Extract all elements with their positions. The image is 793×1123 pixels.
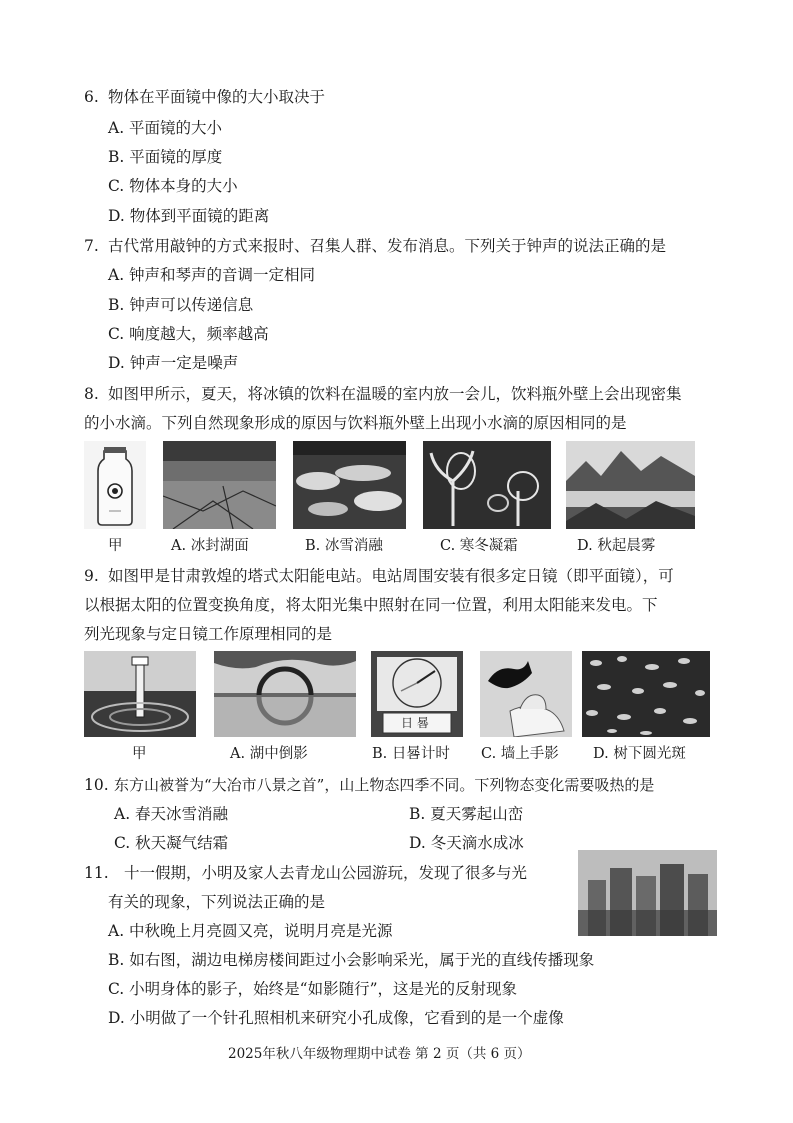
q8-caption-b: B. 冰雪消融 <box>305 538 383 554</box>
q11-stem-line-2: 有关的现象，下列说法正确的是 <box>108 893 326 911</box>
q9-caption-jia: 甲 <box>132 746 147 762</box>
q8-image-a-frozen-lake <box>163 441 276 529</box>
q8-stem-line-2: 的小水滴。下列自然现象形成的原因与饮料瓶外壁上出现小水滴的原因相同的是 <box>84 414 627 432</box>
q6-stem: 物体在平面镜中像的大小取决于 <box>108 88 326 106</box>
q9-image-jia-solar-tower <box>84 651 196 737</box>
sundial-label: 日 晷 <box>401 716 429 730</box>
q8-caption-jia: 甲 <box>108 538 123 554</box>
q11-option-d: D. 小明做了一个针孔照相机来研究小孔成像，它看到的是一个虚像 <box>108 1009 564 1027</box>
q8-image-jia-bottle <box>84 441 146 529</box>
q10-option-c: C. 秋天凝气结霜 <box>114 834 229 852</box>
q9-caption-b: B. 日晷计时 <box>372 746 450 762</box>
q7-stem: 古代常用敲钟的方式来报时、召集人群、发布消息。下列关于钟声的说法正确的是 <box>108 237 667 255</box>
q7-number: 7. <box>84 237 99 255</box>
q6-option-b: B. 平面镜的厚度 <box>108 148 223 166</box>
q8-number: 8. <box>84 385 99 403</box>
q11-option-c: C. 小明身体的影子，始终是“如影随行”，这是光的反射现象 <box>108 980 518 998</box>
q10-option-a: A. 春天冰雪消融 <box>114 805 229 823</box>
q10-option-b: B. 夏天雾起山峦 <box>409 805 524 823</box>
q8-caption-a: A. 冰封湖面 <box>171 538 249 554</box>
q10-number: 10. <box>84 776 109 794</box>
q8-image-b-melting-snow <box>293 441 406 529</box>
q9-image-b-sundial <box>371 651 463 737</box>
q9-caption-a: A. 湖中倒影 <box>230 746 308 762</box>
q9-stem-line-2: 以根据太阳的位置变换角度，将太阳光集中照射在同一位置，利用太阳能来发电。下 <box>84 596 658 614</box>
q7-option-b: B. 钟声可以传递信息 <box>108 296 254 314</box>
q8-caption-c: C. 寒冬凝霜 <box>440 538 518 554</box>
q10-option-d: D. 冬天滴水成冰 <box>409 834 524 852</box>
q8-stem-line-1: 如图甲所示，夏天，将冰镇的饮料在温暖的室内放一会儿，饮料瓶外壁上会出现密集 <box>108 385 682 403</box>
q11-stem-line-1: 十一假期，小明及家人去青龙山公园游玩，发现了很多与光 <box>124 864 528 882</box>
q7-option-c: C. 响度越大，频率越高 <box>108 325 269 343</box>
q9-stem-line-1: 如图甲是甘肃敦煌的塔式太阳能电站。电站周围安装有很多定日镜（即平面镜），可 <box>108 567 674 585</box>
q9-caption-c: C. 墙上手影 <box>481 746 559 762</box>
q11-option-b: B. 如右图，湖边电梯房楼间距过小会影响采光，属于光的直线传播现象 <box>108 951 595 969</box>
q8-image-d-morning-fog <box>566 441 695 529</box>
q9-image-a-lake-reflection <box>214 651 356 737</box>
page-footer: 2025年秋八年级物理期中试卷 第 2 页（共 6 页） <box>228 1046 531 1062</box>
q9-image-d-light-spots <box>582 651 710 737</box>
q9-stem-line-3: 列光现象与定日镜工作原理相同的是 <box>84 625 333 643</box>
q7-option-d: D. 钟声一定是噪声 <box>108 354 239 372</box>
q8-image-c-frost <box>423 441 551 529</box>
q7-option-a: A. 钟声和琴声的音调一定相同 <box>108 266 316 284</box>
q8-caption-d: D. 秋起晨雾 <box>577 538 656 554</box>
q10-stem: 东方山被誉为“大冶市八景之首”，山上物态四季不同。下列物态变化需要吸热的是 <box>114 776 655 794</box>
q9-number: 9. <box>84 567 99 585</box>
q11-number: 11. <box>84 864 109 882</box>
q11-image-buildings <box>578 850 717 936</box>
q9-image-c-hand-shadow <box>480 651 572 737</box>
q9-caption-d: D. 树下圆光斑 <box>593 746 686 762</box>
q6-option-c: C. 物体本身的大小 <box>108 177 238 195</box>
q11-option-a: A. 中秋晚上月亮圆又亮，说明月亮是光源 <box>108 922 393 940</box>
q6-number: 6. <box>84 88 99 106</box>
q6-option-d: D. 物体到平面镜的距离 <box>108 207 270 225</box>
q6-option-a: A. 平面镜的大小 <box>108 119 223 137</box>
